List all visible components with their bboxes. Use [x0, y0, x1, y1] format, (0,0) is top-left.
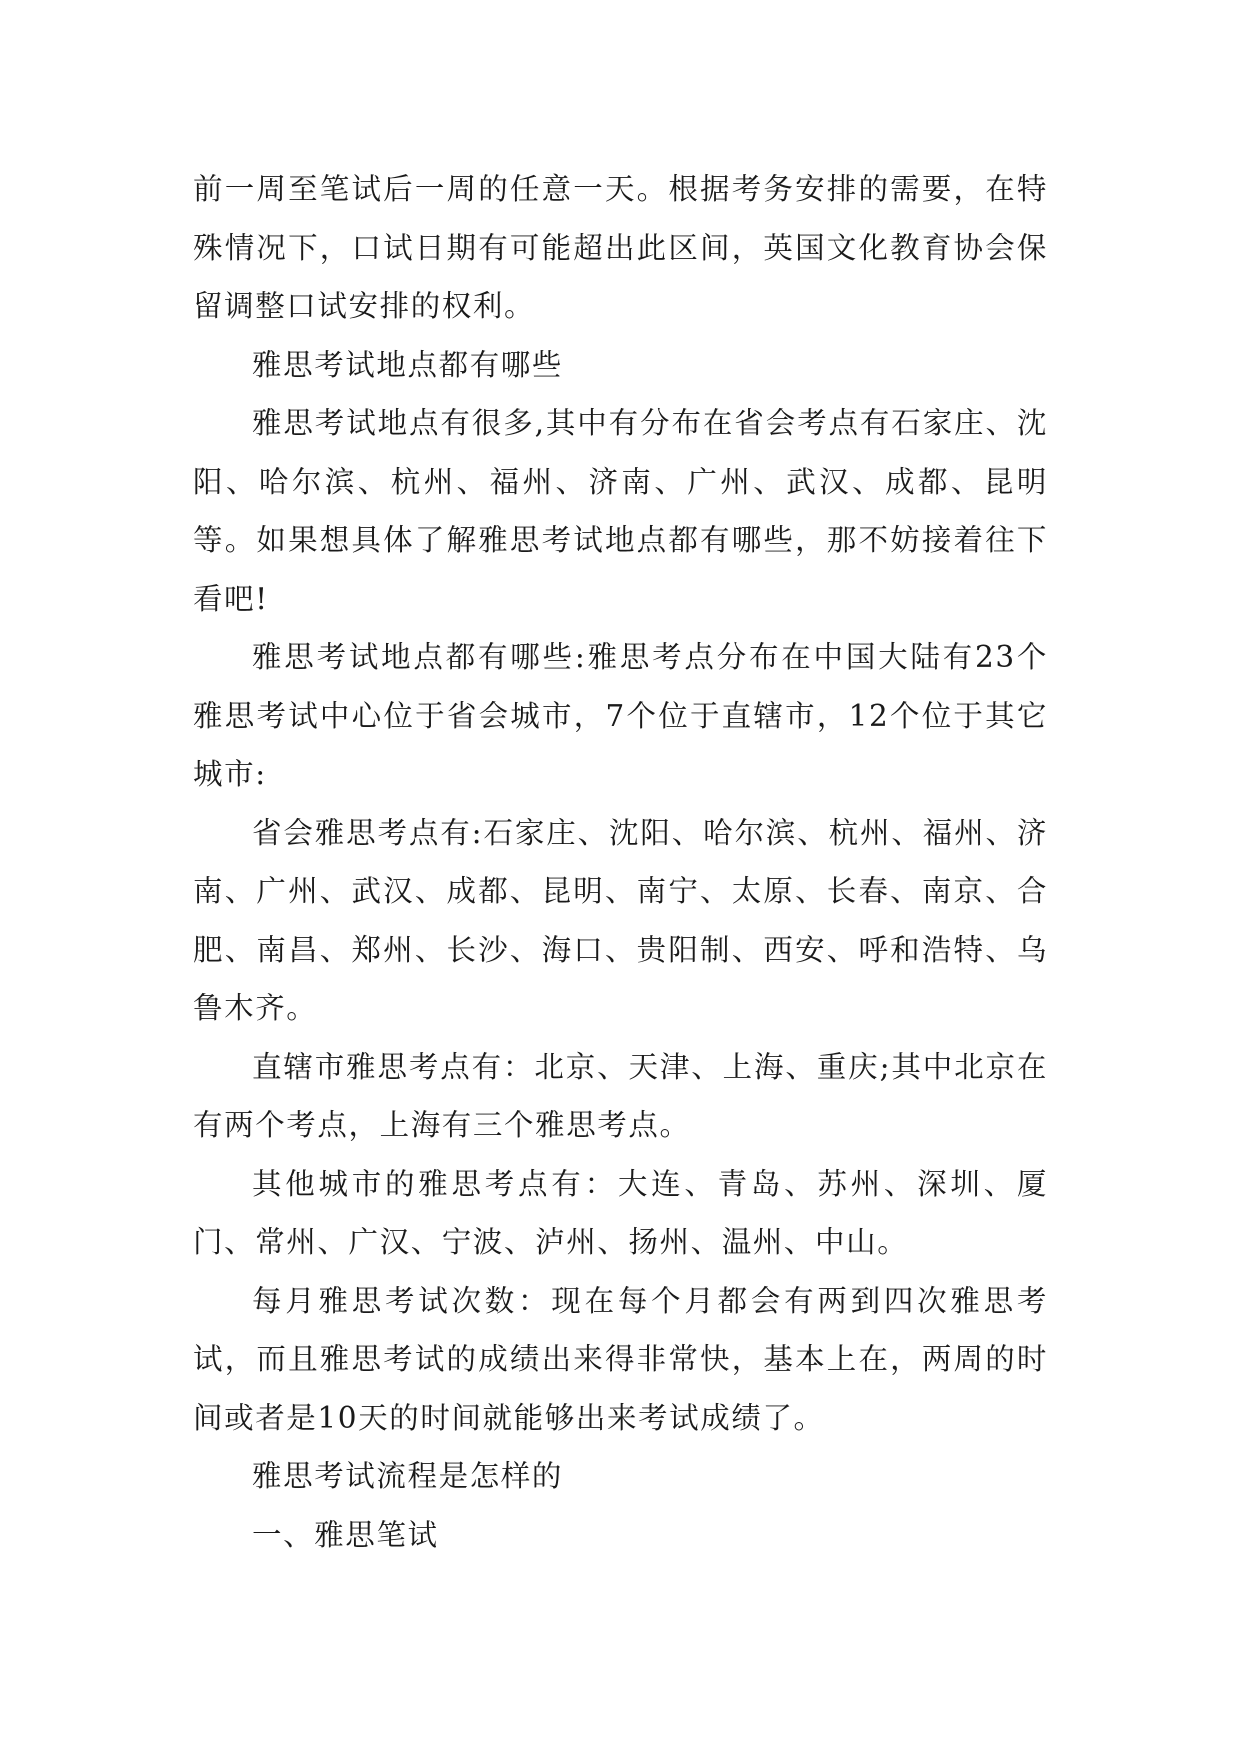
paragraph-locations-summary: 雅思考试地点都有哪些:雅思考点分布在中国大陆有23个雅思考试中心位于省会城市，7个位于直辖市，12个位于其它城市:	[193, 640, 1048, 791]
heading-written-exam: 一、雅思笔试	[252, 1517, 439, 1552]
paragraph-monthly-exam-count: 每月雅思考试次数：现在每个月都会有两到四次雅思考试，而且雅思考试的成绩出来得非常快，基本上在，两周的时间或者是10天的时间就能够出来考试成绩了。	[193, 1283, 1048, 1435]
document-page	[193, 160, 1048, 1564]
heading-exam-locations: 雅思考试地点都有哪些	[252, 347, 564, 382]
paragraph-provincial-centers: 省会雅思考点有:石家庄、沈阳、哈尔滨、杭州、福州、济南、广州、武汉、成都、昆明、南宁、太原、长春、南京、合肥、南昌、郑州、长沙、海口、贵阳制、西安、呼和浩特、乌鲁木齐。	[193, 815, 1048, 1025]
heading-exam-process: 雅思考试流程是怎样的	[252, 1459, 564, 1493]
paragraph-oral-exam-date: 前一周至笔试后一周的任意一天。根据考务安排的需要，在特殊情况下，口试日期有可能超出此区间，英国文化教育协会保留调整口试安排的权利。	[193, 172, 1048, 323]
paragraph-municipal-centers: 直辖市雅思考点有：北京、天津、上海、重庆;其中北京在有两个考点，上海有三个雅思考点。	[193, 1049, 1048, 1142]
paragraph-other-city-centers: 其他城市的雅思考点有：大连、青岛、苏州、深圳、厦门、常州、广汉、宁波、泸州、扬州、温州、中山。	[193, 1166, 1048, 1259]
paragraph-locations-intro: 雅思考试地点有很多,其中有分布在省会考点有石家庄、沈阳、哈尔滨、杭州、福州、济南、广州、武汉、成都、昆明等。如果想具体了解雅思考试地点都有哪些，那不妨接着往下看吧!	[193, 406, 1048, 616]
